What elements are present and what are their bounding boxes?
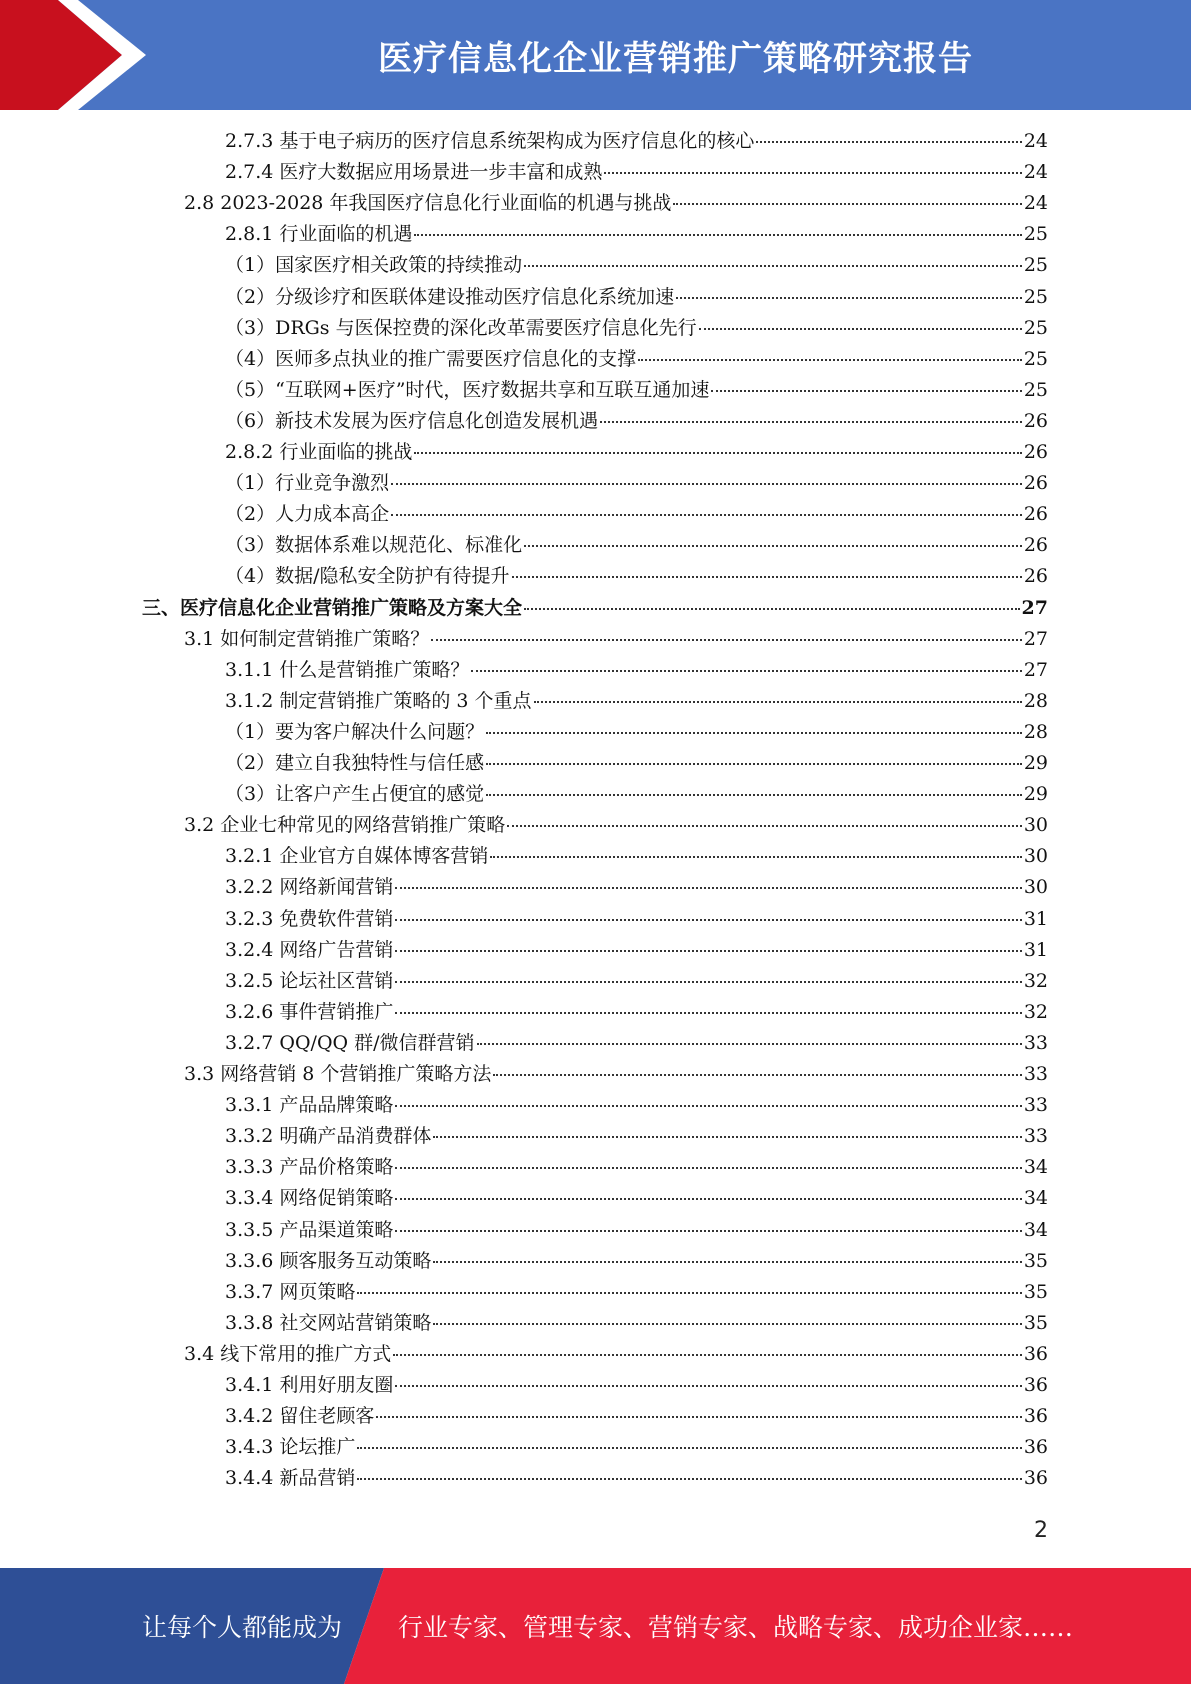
toc-dot-leader: [395, 950, 1021, 952]
toc-dot-leader: [493, 1074, 1021, 1076]
toc-dot-leader: [477, 1043, 1022, 1045]
toc-entry[interactable]: [225, 997, 1048, 1028]
toc-entry-page: 34: [1023, 1187, 1048, 1209]
toc-dot-leader: [534, 701, 1022, 703]
toc-entry[interactable]: [225, 1370, 1048, 1401]
toc-entry[interactable]: [225, 1308, 1048, 1339]
toc-dot-leader: [357, 1478, 1021, 1480]
toc-dot-leader: [699, 328, 1022, 330]
toc-entry-label: 3.4.3 论坛推广: [225, 1436, 356, 1458]
toc-entry-page: 28: [1023, 721, 1048, 743]
toc-entry-page: 25: [1023, 379, 1048, 401]
toc-entry[interactable]: [225, 250, 1048, 281]
toc-dot-leader: [524, 265, 1022, 267]
toc-entry[interactable]: [225, 1028, 1048, 1059]
document-title: 医疗信息化企业营销推广策略研究报告: [378, 38, 973, 79]
toc-entry[interactable]: [225, 872, 1048, 903]
toc-entry-label: 3.3.4 网络促销策略: [225, 1187, 394, 1209]
toc-dot-leader: [604, 172, 1021, 174]
toc-dot-leader: [431, 639, 1022, 641]
page-number: 2: [1034, 1518, 1048, 1543]
toc-entry-page: 25: [1023, 223, 1048, 245]
toc-dot-leader: [391, 514, 1022, 516]
toc-entry[interactable]: [225, 1432, 1048, 1463]
toc-entry-page: 26: [1023, 503, 1048, 525]
toc-entry[interactable]: [225, 1401, 1048, 1432]
toc-entry[interactable]: [225, 313, 1048, 344]
toc-entry[interactable]: [142, 593, 1048, 624]
toc-entry[interactable]: [225, 499, 1048, 530]
toc-entry-page: 25: [1023, 348, 1048, 370]
toc-entry[interactable]: [225, 935, 1048, 966]
toc-entry-label: 3.1.1 什么是营销推广策略？: [225, 659, 470, 681]
toc-entry-label: 3.3 网络营销 8 个营销推广策略方法: [184, 1063, 492, 1085]
toc-entry-label: （6）新技术发展为医疗信息化创造发展机遇: [225, 410, 599, 432]
toc-entry[interactable]: [225, 406, 1048, 437]
toc-entry[interactable]: [225, 468, 1048, 499]
toc-entry-label: 3.2.4 网络广告营销: [225, 939, 394, 961]
toc-entry[interactable]: [225, 966, 1048, 997]
toc-entry-page: 36: [1023, 1436, 1048, 1458]
toc-dot-leader: [512, 576, 1022, 578]
toc-entry-label: 3.4.2 留住老顾客: [225, 1405, 375, 1427]
toc-entry-page: 31: [1023, 908, 1048, 930]
toc-dot-leader: [507, 825, 1022, 827]
toc-entry-page: 35: [1023, 1250, 1048, 1272]
toc-entry-label: 3.1.2 制定营销推广策略的 3 个重点: [225, 690, 532, 712]
page-header-banner: [0, 0, 1191, 110]
toc-entry[interactable]: [225, 748, 1048, 779]
toc-entry[interactable]: [225, 1463, 1048, 1494]
toc-dot-leader: [486, 763, 1022, 765]
toc-dot-leader: [638, 359, 1022, 361]
toc-entry-page: 27: [1023, 628, 1048, 650]
toc-entry[interactable]: [225, 375, 1048, 406]
toc-entry[interactable]: [184, 624, 1048, 655]
toc-entry-label: 3.3.2 明确产品消费群体: [225, 1125, 432, 1147]
toc-dot-leader: [600, 421, 1022, 423]
toc-entry-label: （2）建立自我独特性与信任感: [225, 752, 485, 774]
toc-dot-leader: [433, 1261, 1021, 1263]
toc-entry-label: （3）数据体系难以规范化、标准化: [225, 534, 523, 556]
toc-entry[interactable]: [184, 1059, 1048, 1090]
toc-entry-label: 3.3.6 顾客服务互动策略: [225, 1250, 432, 1272]
toc-entry-label: （3）让客户产生占便宜的感觉: [225, 783, 485, 805]
toc-entry[interactable]: [225, 779, 1048, 810]
toc-entry-page: 25: [1023, 254, 1048, 276]
toc-dot-leader: [524, 608, 1020, 610]
toc-entry-page: 26: [1023, 534, 1048, 556]
toc-entry[interactable]: [225, 655, 1048, 686]
toc-entry[interactable]: [225, 561, 1048, 592]
toc-entry-page: 30: [1023, 876, 1048, 898]
toc-entry-label: 2.7.3 基于电子病历的医疗信息系统架构成为医疗信息化的核心: [225, 130, 755, 152]
toc-entry-page: 24: [1023, 161, 1048, 183]
toc-entry-page: 32: [1023, 970, 1048, 992]
toc-entry[interactable]: [225, 1152, 1048, 1183]
toc-entry-page: 36: [1023, 1467, 1048, 1489]
toc-entry-page: 27: [1021, 597, 1048, 619]
toc-dot-leader: [471, 670, 1021, 672]
toc-entry-label: 三、医疗信息化企业营销推广策略及方案大全: [142, 597, 523, 619]
toc-entry-label: 3.2.7 QQ/QQ 群/微信群营销: [225, 1032, 475, 1054]
toc-entry-label: 3.2.1 企业官方自媒体博客营销: [225, 845, 489, 867]
toc-dot-leader: [673, 203, 1021, 205]
toc-entry[interactable]: [225, 686, 1048, 717]
toc-dot-leader: [395, 981, 1021, 983]
toc-entry[interactable]: [225, 1183, 1048, 1214]
footer-slogan-right: 行业专家、管理专家、营销专家、战略专家、成功企业家……: [398, 1613, 1074, 1642]
toc-entry-page: 25: [1023, 317, 1048, 339]
toc-entry-page: 33: [1023, 1094, 1048, 1116]
toc-dot-leader: [395, 1385, 1021, 1387]
toc-dot-leader: [756, 141, 1021, 143]
toc-entry-label: （5）“互联网+医疗”时代，医疗数据共享和互联互通加速: [225, 379, 710, 401]
toc-entry-label: 3.4.1 利用好朋友圈: [225, 1374, 394, 1396]
toc-entry-label: （1）行业竞争激烈: [225, 472, 390, 494]
toc-entry-label: （4）数据/隐私安全防护有待提升: [225, 565, 510, 587]
toc-entry-label: 2.8 2023-2028 年我国医疗信息化行业面临的机遇与挑战: [184, 192, 672, 214]
toc-entry[interactable]: [225, 344, 1048, 375]
toc-entry-label: 3.3.7 网页策略: [225, 1281, 356, 1303]
toc-entry[interactable]: [225, 717, 1048, 748]
toc-entry-label: （2）分级诊疗和医联体建设推动医疗信息化系统加速: [225, 286, 675, 308]
toc-entry[interactable]: [184, 1339, 1048, 1370]
toc-entry-label: 2.8.1 行业面临的机遇: [225, 223, 413, 245]
toc-entry-label: 2.7.4 医疗大数据应用场景进一步丰富和成熟: [225, 161, 603, 183]
footer-slogan-left: 让每个人都能成为: [142, 1613, 343, 1642]
toc-entry-label: 3.3.1 产品品牌策略: [225, 1094, 394, 1116]
toc-entry-page: 36: [1023, 1374, 1048, 1396]
toc-entry[interactable]: [225, 904, 1048, 935]
toc-entry[interactable]: [184, 810, 1048, 841]
toc-dot-leader: [486, 732, 1022, 734]
toc-entry-page: 24: [1023, 192, 1048, 214]
toc-entry-page: 28: [1023, 690, 1048, 712]
toc-entry-page: 24: [1023, 130, 1048, 152]
toc-entry[interactable]: [225, 437, 1048, 468]
toc-entry-label: 3.3.3 产品价格策略: [225, 1156, 394, 1178]
toc-dot-leader: [376, 1416, 1021, 1418]
toc-dot-leader: [357, 1447, 1021, 1449]
toc-entry-label: 3.2.3 免费软件营销: [225, 908, 394, 930]
toc-entry[interactable]: [225, 219, 1048, 250]
toc-entry[interactable]: [225, 1246, 1048, 1277]
toc-entry-label: （1）要为客户解决什么问题？: [225, 721, 485, 743]
toc-entry-page: 35: [1023, 1281, 1048, 1303]
toc-dot-leader: [393, 1354, 1022, 1356]
toc-dot-leader: [391, 483, 1022, 485]
toc-entry-label: 3.2.6 事件营销推广: [225, 1001, 394, 1023]
toc-entry-page: 33: [1023, 1125, 1048, 1147]
toc-entry-label: 3.2.2 网络新闻营销: [225, 876, 394, 898]
toc-entry-page: 36: [1023, 1343, 1048, 1365]
header-red-arrow: [0, 0, 122, 110]
toc-dot-leader: [414, 452, 1021, 454]
toc-entry-page: 29: [1023, 752, 1048, 774]
toc-entry-page: 29: [1023, 783, 1048, 805]
toc-entry[interactable]: [225, 157, 1048, 188]
toc-dot-leader: [676, 297, 1022, 299]
toc-entry-page: 32: [1023, 1001, 1048, 1023]
toc-dot-leader: [433, 1323, 1021, 1325]
toc-entry-page: 36: [1023, 1405, 1048, 1427]
toc-entry[interactable]: [184, 188, 1048, 219]
toc-entry-label: （3）DRGs 与医保控费的深化改革需要医疗信息化先行: [225, 317, 697, 339]
toc-entry-page: 35: [1023, 1312, 1048, 1334]
toc-dot-leader: [395, 1198, 1021, 1200]
toc-entry-page: 30: [1023, 814, 1048, 836]
toc-entry-label: 3.2 企业七种常见的网络营销推广策略: [184, 814, 506, 836]
toc-entry-page: 26: [1023, 410, 1048, 432]
toc-entry[interactable]: [225, 126, 1048, 157]
toc-dot-leader: [433, 1136, 1021, 1138]
toc-entry[interactable]: [225, 1121, 1048, 1152]
toc-dot-leader: [414, 234, 1021, 236]
toc-entry-page: 26: [1023, 441, 1048, 463]
toc-dot-leader: [395, 919, 1021, 921]
toc-entry[interactable]: [225, 282, 1048, 313]
toc-entry-label: 3.2.5 论坛社区营销: [225, 970, 394, 992]
toc-entry-page: 33: [1023, 1032, 1048, 1054]
toc-dot-leader: [486, 794, 1022, 796]
toc-dot-leader: [395, 1167, 1021, 1169]
toc-dot-leader: [395, 1230, 1021, 1232]
toc-entry[interactable]: [225, 1277, 1048, 1308]
toc-entry-label: 2.8.2 行业面临的挑战: [225, 441, 413, 463]
toc-entry-page: 26: [1023, 472, 1048, 494]
toc-entry[interactable]: [225, 1090, 1048, 1121]
toc-entry-page: 31: [1023, 939, 1048, 961]
toc-dot-leader: [395, 1012, 1021, 1014]
toc-dot-leader: [357, 1292, 1021, 1294]
toc-entry-label: （1）国家医疗相关政策的持续推动: [225, 254, 523, 276]
toc-entry-label: （2）人力成本高企: [225, 503, 390, 525]
toc-dot-leader: [490, 856, 1021, 858]
toc-entry-label: 3.3.5 产品渠道策略: [225, 1219, 394, 1241]
toc-entry-page: 34: [1023, 1156, 1048, 1178]
toc-entry-page: 34: [1023, 1219, 1048, 1241]
page-footer-banner: [0, 1568, 1191, 1684]
toc-entry[interactable]: [225, 1215, 1048, 1246]
toc-entry-label: 3.4 线下常用的推广方式: [184, 1343, 392, 1365]
toc-dot-leader: [711, 390, 1021, 392]
toc-entry[interactable]: [225, 530, 1048, 561]
toc-entry-label: 3.1 如何制定营销推广策略？: [184, 628, 430, 650]
toc-dot-leader: [395, 887, 1021, 889]
toc-entry-page: 27: [1023, 659, 1048, 681]
toc-entry-page: 25: [1023, 286, 1048, 308]
toc-entry-label: 3.4.4 新品营销: [225, 1467, 356, 1489]
toc-entry-page: 30: [1023, 845, 1048, 867]
toc-entry-label: 3.3.8 社交网站营销策略: [225, 1312, 432, 1334]
toc-entry-page: 33: [1023, 1063, 1048, 1085]
toc-entry[interactable]: [225, 841, 1048, 872]
toc-entry-label: （4）医师多点执业的推广需要医疗信息化的支撑: [225, 348, 637, 370]
toc-dot-leader: [524, 545, 1022, 547]
toc-dot-leader: [395, 1105, 1021, 1107]
toc-entry-page: 26: [1023, 565, 1048, 587]
